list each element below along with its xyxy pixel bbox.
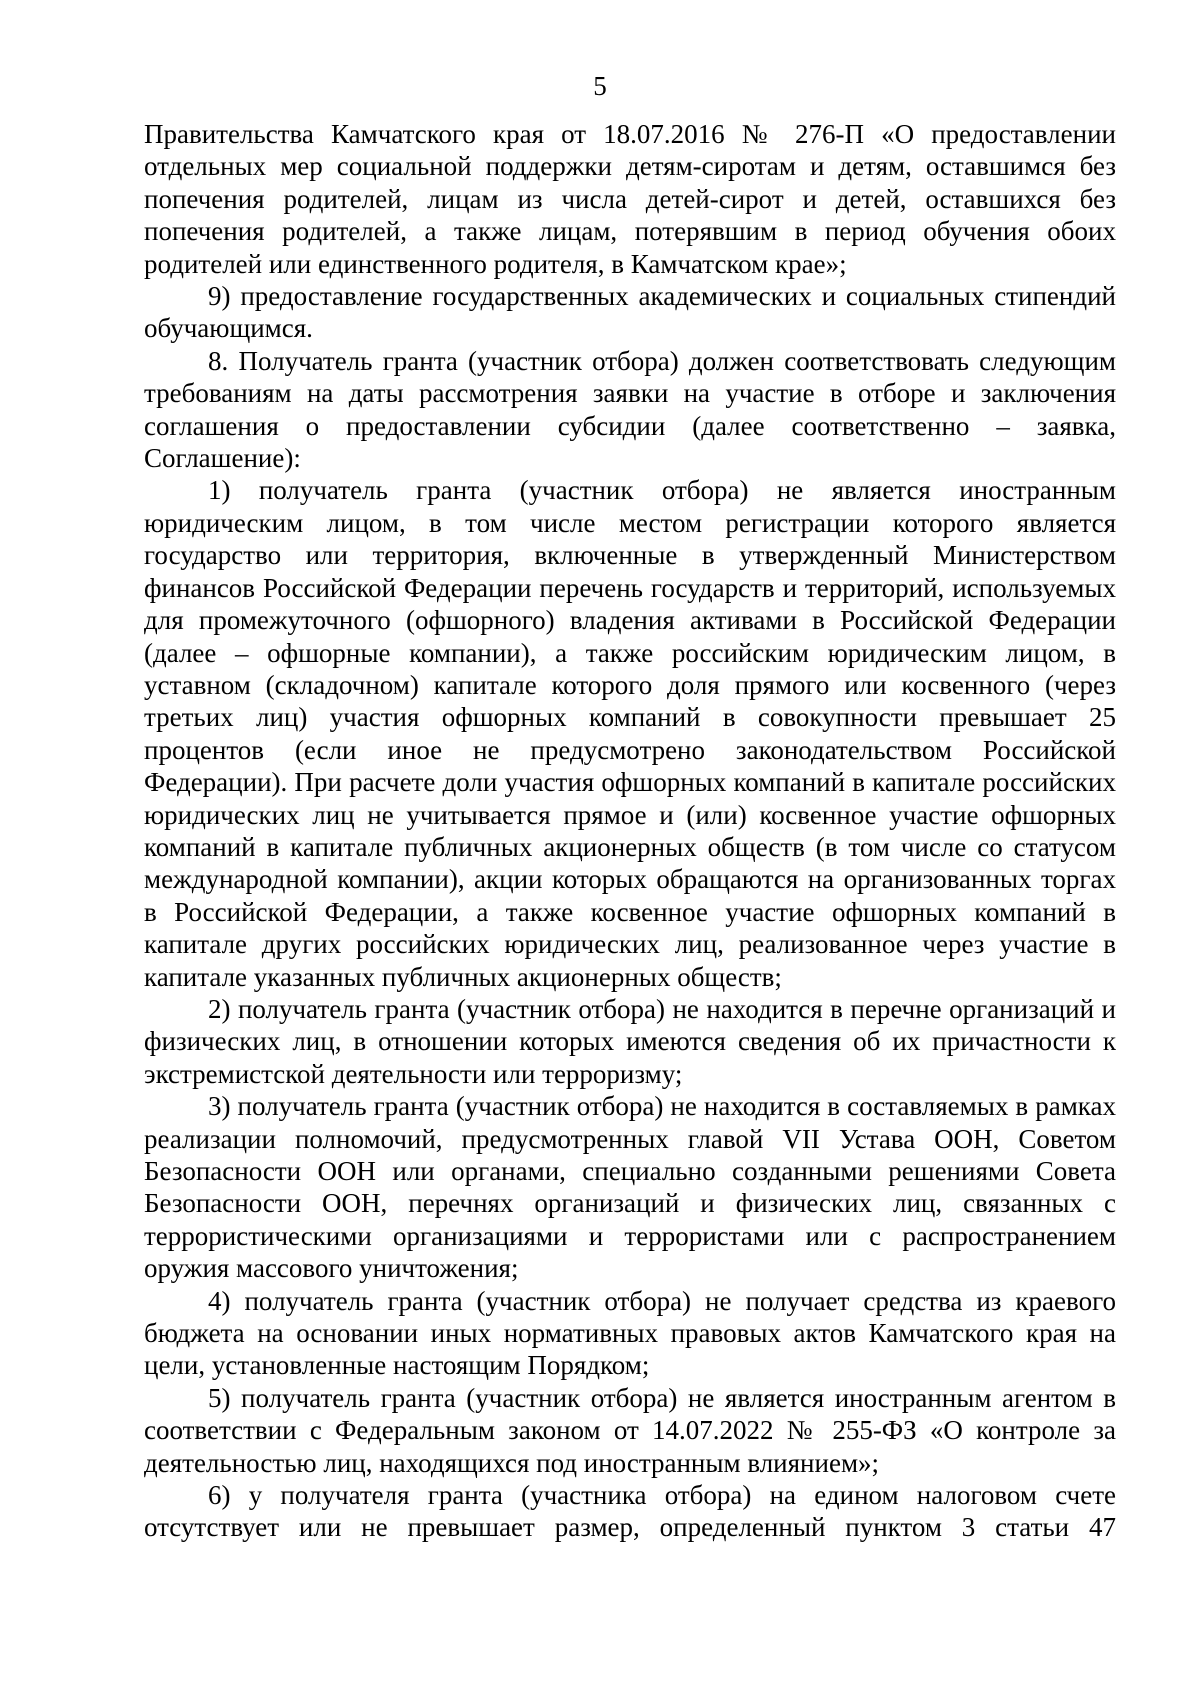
paragraph-item-9: 9) предоставление государственных академических и социальных стипендий обучающимся. [144,281,1116,344]
document-body [144,118,1116,1544]
paragraph-item-6: 6) у получателя гранта (участника отбора) на едином налоговом счете отсутствует или не превышает размер, определенный пунктом 3 статьи 47 [144,1480,1116,1543]
paragraph-item-1: 1) получатель гранта (участник отбора) не является иностранным юридическим лицом, в том числе местом регистрации которого является государство или территория, включенные в утвержденный Министерством финансов Российской Федерации перечень государств и территорий, используемых для промежуточного (офшорного) владения активами в Российской Федерации (далее – офшорные компании), а также российским юридическим лицом, в уставном (складочном) капитале которого доля прямого или косвенного (через третьих лиц) участия офшорных компаний в совокупности превышает 25 процентов (если иное не предусмотрено законодательством Российской Федерации). При расчете доли участия офшорных компаний в капитале российских юридических лиц не учитывается прямое и (или) косвенное участие офшорных компаний в капитале публичных акционерных обществ (в том числе со статусом международной компании), акции которых обращаются на организованных торгах в Российской Федерации, а также косвенное участие офшорных компаний в капитале других российских юридических лиц, реализованное через участие в капитале указанных публичных акционерных обществ; [144,475,1116,992]
paragraph-clause-8: 8. Получатель гранта (участник отбора) должен соответствовать следующим требованиям на даты рассмотрения заявки на участие в отборе и заключения соглашения о предоставлении субсидии (далее соответственно – заявка, Соглашение): [144,345,1116,474]
paragraph-item-5: 5) получатель гранта (участник отбора) не является иностранным агентом в соответствии с Федеральным законом от 14.07.2022 № 255-ФЗ «О контроле за деятельностью лиц, находящихся под иностранным влиянием»; [144,1382,1116,1478]
paragraph-item-2: 2) получатель гранта (участник отбора) не находится в перечне организаций и физических лиц, в отношении которых имеются сведения об их причастности к экстремистской деятельности или терроризму; [144,993,1116,1089]
paragraph-item-3: 3) получатель гранта (участник отбора) не находится в составляемых в рамках реализации полномочий, предусмотренных главой VII Устава ООН, Советом Безопасности ООН или органами, специально созданными решениями Совета Безопасности ООН, перечнях организаций и физических лиц, связанных с террористическими организациями и террористами или с распространением оружия массового уничтожения; [144,1091,1116,1284]
paragraph-item-4: 4) получатель гранта (участник отбора) не получает средства из краевого бюджета на основании иных нормативных правовых актов Камчатского края на цели, установленные настоящим Порядком; [144,1285,1116,1381]
page-number: 5 [593,71,607,101]
paragraph-continuation: Правительства Камчатского края от 18.07.2016 № 276-П «О предоставлении отдельных мер социальной поддержки детям-сиротам и детям, оставшимся без попечения родителей, лицам из числа детей-сирот и детей, оставшихся без попечения родителей, а также лицам, потерявшим в период обучения обоих родителей или единственного родителя, в Камчатском крае»; [144,119,1116,279]
